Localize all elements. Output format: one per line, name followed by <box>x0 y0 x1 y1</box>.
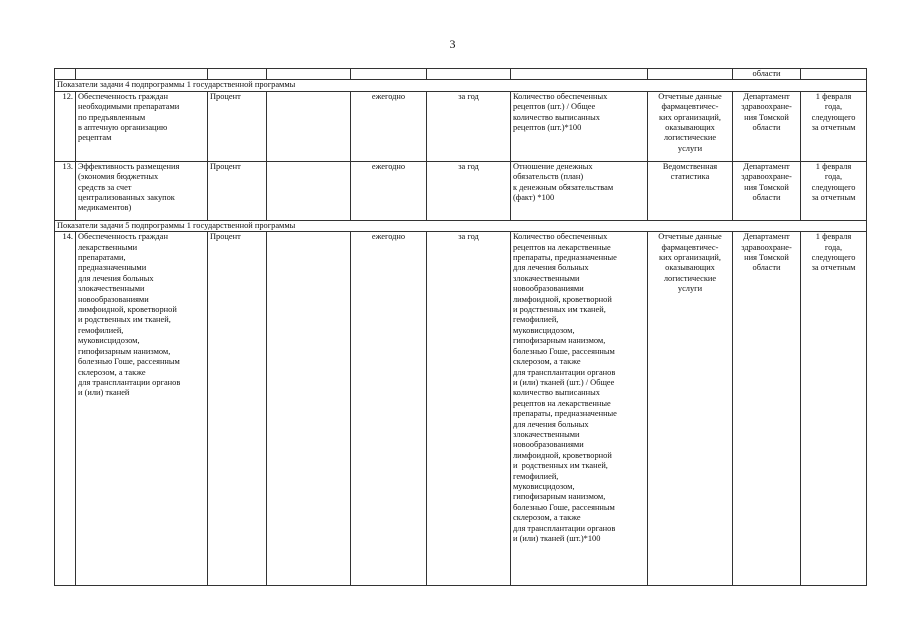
period-cell: за год <box>427 91 511 161</box>
frequency-cell: ежегодно <box>351 232 427 586</box>
deadline-cell: 1 февраля года, следующего за отчетным <box>801 161 867 220</box>
indicator-name: Обеспеченность граждан лекарственными препаратами, предназначенными для лечения больных злокачественными новообразованиями лимфоидной, кроветворной и родственных им тканей, гемофилией, муковисцидозом, гипофизарным нанизмом, болезнью Гоше, рассеянным склерозом, а также для трансплантации органов и (или) тканей <box>76 232 208 586</box>
unit-cell: Процент <box>208 232 267 586</box>
frequency-cell: ежегодно <box>351 91 427 161</box>
section-title: Показатели задачи 5 подпрограммы 1 государственной программы <box>55 220 867 231</box>
section-title: Показатели задачи 4 подпрограммы 1 государственной программы <box>55 80 867 91</box>
indicator-name: Эффективность размещения (экономия бюджетных средств за счет централизованных закупок медикаментов) <box>76 161 208 220</box>
source-cell: Отчетные данные фармацевтичес- ких организаций, оказывающих логистические услуги <box>648 232 733 586</box>
responsible-cell: Департамент здравоохране- ния Томской области <box>733 161 801 220</box>
indicators-table <box>54 68 867 586</box>
section-header-task-4 <box>55 80 867 91</box>
section-header-task-5 <box>55 220 867 231</box>
formula-cell: Отношение денежных обязательств (план) к денежным обязательствам (факт) *100 <box>511 161 648 220</box>
formula-cell: Количество обеспеченных рецептов на лекарственные препараты, предназначенные для лечения больных злокачественными новообразованиями лимфоидной, кроветворной и родственных им тканей, гемофилией, муковисцидозом, гипофизарным нанизмом, болезнью Гоше, рассеянным склерозом, а также для трансплантации органов и (или) тканей (шт.) / Общее количество выписанных рецептов на лекарственные препараты, предназначенные для лечения больных злокачественными новообразованиями лимфоидной, кроветворной и родственных им тканей, гемофилией, муковисцидозом, гипофизарным нанизмом, болезнью Гоше, рассеянным склерозом, а также для трансплантации органов и (или) тканей (шт.)*100 <box>511 232 648 586</box>
row-number: 13. <box>55 161 76 220</box>
responsible-cell: Департамент здравоохране- ния Томской области <box>733 91 801 161</box>
source-cell: Ведомственная статистика <box>648 161 733 220</box>
unit-cell: Процент <box>208 161 267 220</box>
responsible-cell: Департамент здравоохране- ния Томской области <box>733 232 801 586</box>
period-cell: за год <box>427 232 511 586</box>
table-row <box>55 161 867 220</box>
row-number: 12. <box>55 91 76 161</box>
source-cell: Отчетные данные фармацевтичес- ких организаций, оказывающих логистические услуги <box>648 91 733 161</box>
table-row <box>55 91 867 161</box>
deadline-cell: 1 февраля года, следующего за отчетным <box>801 232 867 586</box>
page-number: 3 <box>449 37 456 51</box>
row-number: 14. <box>55 232 76 586</box>
frequency-cell: ежегодно <box>351 161 427 220</box>
table-row <box>55 232 867 586</box>
indicator-name: Обеспеченность граждан необходимыми препаратами по предъявленным в аптечную организацию рецептам <box>76 91 208 161</box>
formula-cell: Количество обеспеченных рецептов (шт.) / Общее количество выписанных рецептов (шт.)*100 <box>511 91 648 161</box>
region-cell: области <box>733 69 801 80</box>
deadline-cell: 1 февраля года, следующего за отчетным <box>801 91 867 161</box>
period-cell: за год <box>427 161 511 220</box>
unit-cell: Процент <box>208 91 267 161</box>
continuation-row <box>55 69 867 80</box>
